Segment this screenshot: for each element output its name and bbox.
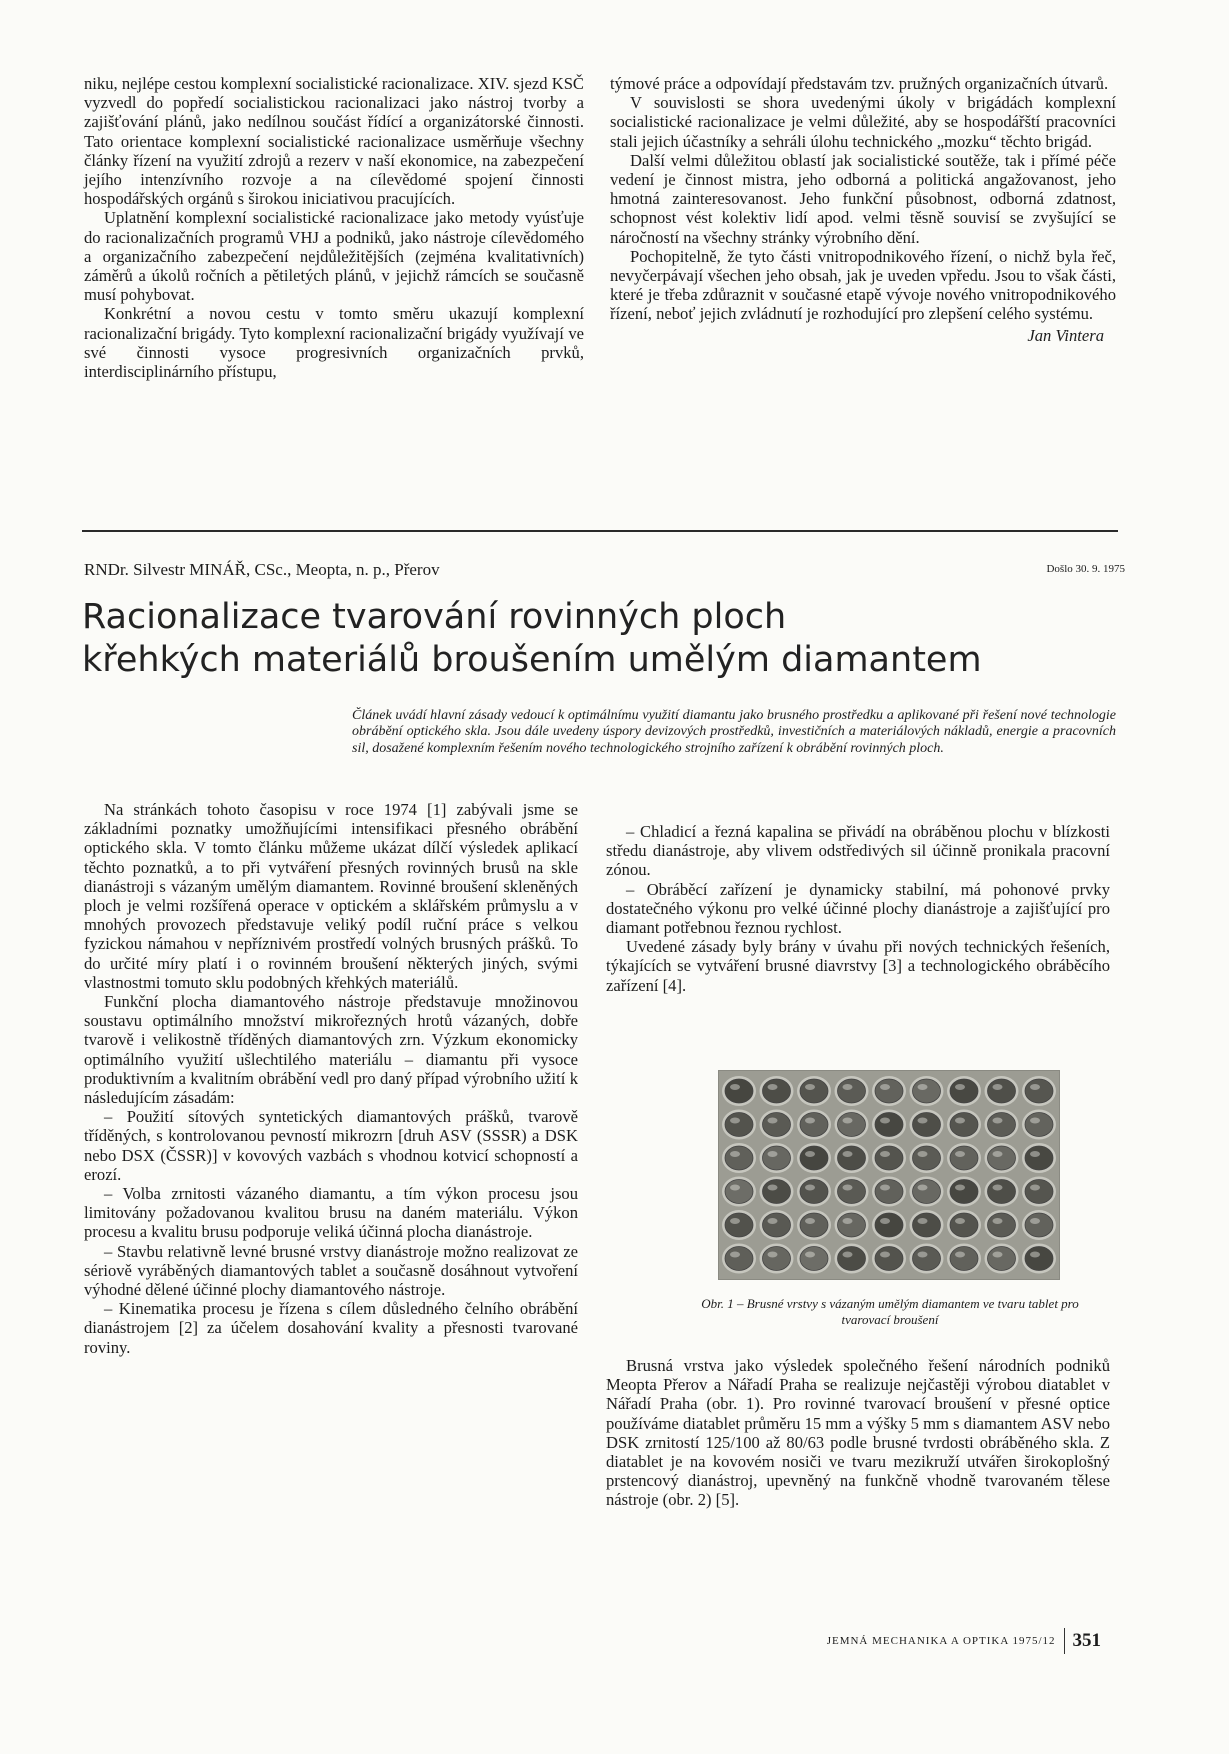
tablet-highlight	[918, 1218, 928, 1224]
tablet-highlight	[843, 1252, 853, 1258]
page-footer	[827, 1628, 1101, 1654]
tablet-highlight	[880, 1118, 890, 1124]
diamond-tablet	[950, 1113, 978, 1137]
tablet-highlight	[1030, 1151, 1040, 1157]
diamond-tablet	[1025, 1180, 1053, 1204]
tablet-highlight	[993, 1218, 1003, 1224]
diamond-tablet	[950, 1180, 978, 1204]
paragraph: niku, nejlépe cestou komplexní socialistické racionalizace. XIV. sjezd KSČ vyzvedl do popředí socialistickou racionalizaci jako nástroj tvorby a zajišťování plánů, jako nedílnou součást řídící a organizátorské činnosti. Tato orientace komplexní socialistické racionalizace usměrňuje všechny články řízení na využití zdrojů a rezerv v naší ekonomice, na zabezpečení jejího intenzívního rozvoje a na cílevědomé spojení činnosti hospodářských orgánů s širokou iniciativou pracujících.	[84, 74, 584, 209]
article-abstract: Článek uvádí hlavní zásady vedoucí k optimálnímu využití diamantu jako brusného prostředku a aplikované při řešení nové technologie obrábění optického skla. Jsou dále uvedeny úspory devizových prostředků, investičních a materiálových nákladů, energie a pracovních sil, dosažené komplexním řešením nového technologického strojního zařízení k obrábění rovinných ploch.	[352, 708, 1116, 756]
tablet-highlight	[918, 1084, 928, 1090]
diamond-tablet	[988, 1213, 1016, 1237]
footer-separator	[1064, 1628, 1065, 1654]
tablet-highlight	[993, 1185, 1003, 1191]
tablet-highlight	[805, 1252, 815, 1258]
tablet-highlight	[993, 1252, 1003, 1258]
tablet-highlight	[1030, 1084, 1040, 1090]
diamond-tablet	[913, 1113, 941, 1137]
tablet-highlight	[880, 1084, 890, 1090]
received-date: Došlo 30. 9. 1975	[1046, 563, 1125, 575]
tablet-highlight	[805, 1218, 815, 1224]
diamond-tablet	[763, 1146, 791, 1170]
tablet-highlight	[768, 1084, 778, 1090]
diamond-tablet	[875, 1247, 903, 1271]
article-right-column	[606, 822, 1110, 995]
diamond-tablet	[950, 1079, 978, 1103]
tablet-highlight	[918, 1151, 928, 1157]
diamond-tablet	[725, 1247, 753, 1271]
tablet-highlight	[730, 1252, 740, 1258]
tablet-highlight	[955, 1218, 965, 1224]
diamond-tablet	[1025, 1213, 1053, 1237]
tablet-highlight	[768, 1252, 778, 1258]
diamond-tablet	[838, 1146, 866, 1170]
tablet-highlight	[880, 1218, 890, 1224]
author-signature: Jan Vintera	[1027, 325, 1104, 345]
paragraph: Konkrétní a novou cestu v tomto směru ukazují komplexní racionalizační brigády. Tyto komplexní racionalizační brigády využívají ve své činnosti vysoce progresivních organizačních prvků, interdisciplinárního přístupu,	[84, 304, 584, 382]
diamond-tablet	[763, 1113, 791, 1137]
tablet-highlight	[880, 1252, 890, 1258]
tablet-highlight	[843, 1151, 853, 1157]
paragraph: Funkční plocha diamantového nástroje představuje množinovou soustavu optimálního množství mikrořezných hrotů vázaných, dobře tvarově i velikostně tříděných diamantových zrn. Výzkum ekonomicky optimálního využití ušlechtilého materiálu – diamantu při vysoce produktivním a kvalitním obrábění vedl pro daný případ výrobního užití k následujícím zásadám:	[84, 992, 578, 1108]
diamond-tablet	[838, 1079, 866, 1103]
diamond-tablet	[725, 1213, 753, 1237]
diamond-tablet	[725, 1180, 753, 1204]
diamond-tablet	[800, 1180, 828, 1204]
tablet-highlight	[768, 1218, 778, 1224]
paragraph: Další velmi důležitou oblastí jak socialistické soutěže, tak i přímé péče vedení je činnost mistra, jeho odborná a politická angažovanost, jeho hmotná zainteresovanost. Jeho funkční působnost, odborná zdatnost, schopnost vést kolektiv lidí apod. velmi těsně souvisí se zvyšující se náročností na všechny stránky výrobního dění.	[610, 150, 1116, 247]
diamond-tablet	[875, 1113, 903, 1137]
diamond-tablet	[1025, 1079, 1053, 1103]
tablet-highlight	[730, 1084, 740, 1090]
tablet-highlight	[918, 1185, 928, 1191]
tablet-highlight	[993, 1151, 1003, 1157]
diamond-tablet	[950, 1146, 978, 1170]
list-item: – Volba zrnitosti vázaného diamantu, a tím výkon procesu jsou limitovány požadovanou kvalitou brusu na daném materiálu. Výkon procesu a kvalitu brusu podporuje veliká účinná plocha dianástroje.	[84, 1184, 578, 1242]
diamond-tablet	[950, 1247, 978, 1271]
diamond-tablet	[800, 1213, 828, 1237]
diamond-tablet	[800, 1113, 828, 1137]
diamond-tablet	[913, 1180, 941, 1204]
diamond-tablet	[725, 1146, 753, 1170]
list-item: – Chladicí a řezná kapalina se přivádí na obráběnou plochu v blízkosti středu dianástroje, aby vlivem odstředivých sil účinně pronikala pracovní zónou.	[606, 822, 1110, 880]
diamond-tablet	[800, 1247, 828, 1271]
diamond-tablets-photo	[719, 1071, 1059, 1279]
diamond-tablet	[913, 1079, 941, 1103]
tablet-highlight	[955, 1252, 965, 1258]
diamond-tablet	[725, 1079, 753, 1103]
tablet-highlight	[730, 1185, 740, 1191]
tablet-highlight	[1030, 1218, 1040, 1224]
diamond-tablet	[725, 1113, 753, 1137]
tablet-highlight	[768, 1151, 778, 1157]
diamond-tablet	[913, 1247, 941, 1271]
diamond-tablet	[763, 1213, 791, 1237]
diamond-tablet	[875, 1213, 903, 1237]
diamond-tablet	[913, 1146, 941, 1170]
tablet-highlight	[730, 1118, 740, 1124]
tablet-highlight	[918, 1252, 928, 1258]
paragraph: Uvedené zásady byly brány v úvahu při nových technických řešeních, týkajících se vytváření brusné diavrstvy [3] a technologického obráběcího zařízení [4].	[606, 937, 1110, 995]
tablet-highlight	[843, 1084, 853, 1090]
tablet-highlight	[955, 1084, 965, 1090]
diamond-tablet	[1025, 1247, 1053, 1271]
tablet-highlight	[993, 1084, 1003, 1090]
tablet-highlight	[768, 1118, 778, 1124]
page-number: 351	[1072, 1630, 1101, 1651]
list-item: – Stavbu relativně levné brusné vrstvy dianástroje možno realizovat ze sériově vyráběných diamantových tablet a současně dosáhnout vytvoření výhodné dělené účinné plochy diamantového nástroje.	[84, 1241, 578, 1300]
list-item: – Kinematika procesu je řízena s cílem důsledného čelního obrábění dianástrojem [2] za účelem dosahování kvality a přesnosti tvarované roviny.	[84, 1299, 578, 1357]
diamond-tablet	[988, 1247, 1016, 1271]
figure-photo	[718, 1070, 1060, 1280]
diamond-tablet	[838, 1213, 866, 1237]
diamond-tablet	[950, 1213, 978, 1237]
tablet-highlight	[843, 1185, 853, 1191]
diamond-tablet	[763, 1180, 791, 1204]
diamond-tablet	[988, 1113, 1016, 1137]
tablet-highlight	[805, 1084, 815, 1090]
diamond-tablet	[875, 1146, 903, 1170]
figure-caption: Obr. 1 – Brusné vrstvy s vázaným umělým diamantem ve tvaru tablet pro tvarovací broušení	[701, 1296, 1079, 1327]
article-left-column	[84, 800, 578, 1357]
tablet-highlight	[843, 1218, 853, 1224]
title-line-2: křehkých materiálů broušením umělým diamantem	[82, 640, 982, 680]
diamond-tablet	[913, 1213, 941, 1237]
tablet-highlight	[730, 1218, 740, 1224]
paragraph: Pochopitelně, že tyto části vnitropodnikového řízení, o nichž byla řeč, nevyčerpávají všechen jeho obsah, jak je uveden vpředu. Jsou to však části, které je třeba zdůraznit v současné etapě vývoje nového vnitropodnikového řízení, neboť jejich zvládnutí je rozhodující pro zlepšení celého systému.	[610, 246, 1116, 324]
top-right-column	[610, 74, 1116, 345]
journal-name: JEMNÁ MECHANIKA A OPTIKA 1975/12	[826, 1635, 1056, 1647]
tablet-highlight	[805, 1118, 815, 1124]
tablet-highlight	[805, 1185, 815, 1191]
tablet-highlight	[993, 1118, 1003, 1124]
paragraph: Uplatnění komplexní socialistické racionalizace jako metody vyúsťuje do racionalizačních programů VHJ a podniků, jako nástroje cílevědomého a organizačního zabezpečení nejdůležitějších (zejména kvalitativních) záměrů a úkolů ročních a pětiletých plánů, v jejichž rámcích se současně musí pohybovat.	[84, 208, 584, 305]
tablet-highlight	[843, 1118, 853, 1124]
tablet-highlight	[1030, 1252, 1040, 1258]
title-line-1: Racionalizace tvarování rovinných ploch	[82, 597, 787, 637]
diamond-tablet	[988, 1180, 1016, 1204]
diamond-tablet	[1025, 1146, 1053, 1170]
diamond-tablet	[875, 1079, 903, 1103]
diamond-tablet	[800, 1079, 828, 1103]
tablet-highlight	[918, 1118, 928, 1124]
diamond-tablet	[838, 1180, 866, 1204]
article-title	[82, 596, 1142, 682]
section-divider	[82, 530, 1118, 532]
tablet-highlight	[955, 1151, 965, 1157]
diamond-tablet	[988, 1079, 1016, 1103]
diamond-tablet	[1025, 1113, 1053, 1137]
tablet-highlight	[880, 1151, 890, 1157]
author-byline: RNDr. Silvestr MINÁŘ, CSc., Meopta, n. p., Přerov	[84, 560, 440, 579]
tablet-highlight	[768, 1185, 778, 1191]
tablet-highlight	[1030, 1185, 1040, 1191]
diamond-tablet	[838, 1247, 866, 1271]
diamond-tablet	[875, 1180, 903, 1204]
tablet-highlight	[730, 1151, 740, 1157]
tablet-highlight	[805, 1151, 815, 1157]
tablet-highlight	[955, 1118, 965, 1124]
paragraph: týmové práce a odpovídají představám tzv. pružných organizačních útvarů.	[610, 74, 1109, 93]
top-left-column	[84, 74, 584, 381]
list-item: – Obráběcí zařízení je dynamicky stabilní, má pohonové prvky dostatečného výkonu pro velké účinné plochy dianástroje a zajišťující pro diamant potřebnou řeznou rychlost.	[606, 879, 1110, 938]
diamond-tablet	[988, 1146, 1016, 1170]
paragraph: Na stránkách tohoto časopisu v roce 1974 [1] zabývali jsme se základními poznatky umožňujícími intensifikaci přesného obrábění optického skla. V tomto článku můžeme ukázat dílčí výsledek aplikací těchto poznatků, a to při vytváření přesných rovinných brusů na skle dianástroji s vázaným umělým diamantem. Rovinné broušení skleněných ploch je velmi rozšířená operace v optickém a sklářském průmyslu a v mnohých provozech představuje veliký podíl ruční práce s velkou fyzickou námahou v nepříznivém prostředí volných brusných prášků. To do určité míry platí i o rovinném broušení některých jiných, svými vlastnostmi tomuto sklu podobných křehkých materiálů.	[84, 800, 578, 992]
paragraph: Brusná vrstva jako výsledek společného řešení národních podniků Meopta Přerov a Nářadí Praha se realizuje nejčastěji výrobou diatablet v Nářadí Praha (obr. 1). Pro rovinné tvarovací broušení v přesné optice používáme diatablet průměru 15 mm a výšky 5 mm s diamantem ASV nebo DSK zrnitostí 125/100 až 80/63 podle brusné tvrdosti obráběného skla. Z diatablet je na kovovém nosiči ve tvaru mezikruží utvářen širokoplošný prstencový dianástroj, upevněný na funkčně vhodně tvarovaném tělese nástroje (obr. 2) [5].	[606, 1356, 1110, 1510]
tablet-highlight	[1030, 1118, 1040, 1124]
article-right-column-continued	[606, 1356, 1110, 1510]
tablet-highlight	[955, 1185, 965, 1191]
diamond-tablet	[838, 1113, 866, 1137]
diamond-tablet	[763, 1079, 791, 1103]
tablet-highlight	[880, 1185, 890, 1191]
paragraph: V souvislosti se shora uvedenými úkoly v brigádách komplexní socialistické racionalizace je velmi důležité, aby se hospodářští pracovníci stali jejich účastníky a sehráli úlohu technického „mozku“ těchto brigád.	[610, 93, 1116, 151]
diamond-tablet	[763, 1247, 791, 1271]
diamond-tablet	[800, 1146, 828, 1170]
list-item: – Použití sítových syntetických diamantových prášků, tvarově tříděných, s kontrolovanou pevností mikrozrn [druh ASV (SSSR) a DSK nebo DSX (ČSSR)] v kovových vazbách s vhodnou kotvicí schopností a erozí.	[84, 1107, 578, 1184]
